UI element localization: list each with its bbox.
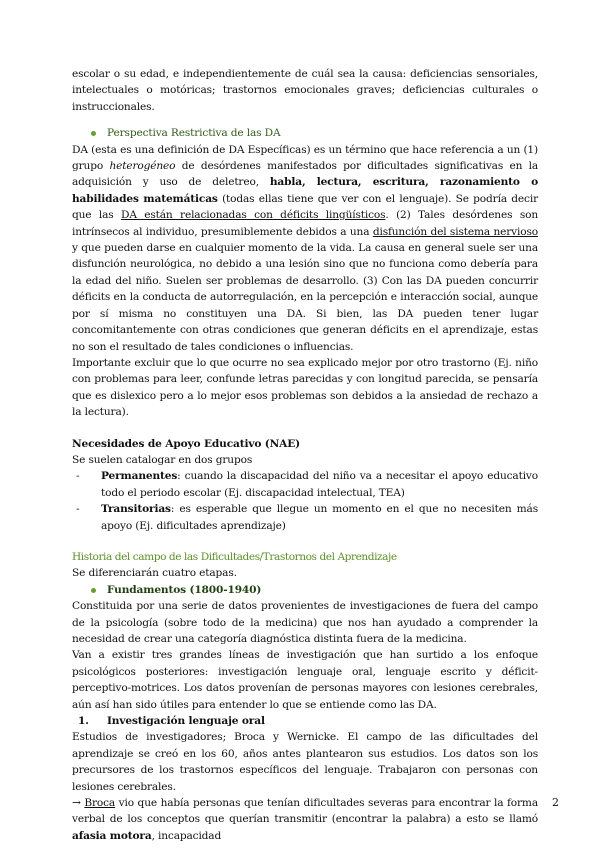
- paragraph-fundamentos-2: Van a existir tres grandes líneas de investigación que han surtido a los enfoque psicológicos posteriores: investigación lenguaje oral, lenguaje escrito y déficit-perceptivo-motrices. Los datos provenían de personas mayores con lesiones cerebrales, aún así han sido útiles para entender lo que se entiende como las DA.: [72, 649, 538, 711]
- list-item: - Transitorias: es esperable que llegue un momento en el que no necesiten más apoyo (Ej. dificultades aprendizaje): [76, 503, 538, 532]
- paragraph-nae-intro: Se suelen catalogar en dos grupos: [72, 453, 253, 466]
- list-item: - Permanentes: cuando la discapacidad del niño va a necesitar el apoyo educativo todo el periodo escolar (Ej. discapacidad intelectual, TEA): [76, 470, 538, 499]
- heading-lenguaje-oral: 1. Investigación lenguaje oral: [78, 715, 265, 728]
- paragraph-intro: escolar o su edad, e independientemente de cuál sea la causa: deficiencias sensoriales, intelectuales o motóricas; trastornos emocionales graves; deficiencias culturales o instruccionales.: [72, 68, 538, 113]
- heading-perspectiva-restrictiva: Perspectiva Restrictiva de las DA: [72, 125, 538, 141]
- heading-nae: Necesidades de Apoyo Educativo (NAE): [72, 437, 301, 450]
- section-title-historia: Historia del campo de las Dificultades/Trastornos del Aprendizaje: [72, 550, 397, 563]
- paragraph-da-definition: DA (esta es una definición de DA Específicas) es un término que hace referencia a un (1) grupo heterogéneo de desórdenes manifestados por dificultades significativas en la adquisición y uso de deletreo, habla, lectura, escritura, razonamiento o habilidades matemáticas (todas ellas tiene que ver con el lenguaje). Se podría decir que las DA están relacionadas con déficits lingüísticos. (2) Tales desórdenes son intrínsecos al individuo, presumiblemente debidos a una disfunción del sistema nervioso y que pueden darse en cualquier momento de la vida. La causa en general suele ser una disfunción neurológica, no debido a una lesión sino que no funciona como debería para la edad del niño. Suelen ser problemas de desarrollo. (3) Con las DA pueden concurrir déficits en la conducta de autorregulación, en la percepción e interacción social, aunque por sí misma no constituyen una DA. Si bien, las DA pueden tener lugar concomitantemente con otras condiciones que generan déficits en el aprendizaje, estas no son el resultado de tales condiciones o influencias.: [72, 143, 539, 353]
- paragraph-importante: Importante excluir que lo que ocurre no sea explicado mejor por otro trastorno (Ej. niño con problemas para leer, confunde letras parecidas y con longitud parecida, se pensaría que es dislexico pero a lo mejor esos problemas son debidos a la ansiedad de rechazo a la lectura).: [72, 356, 538, 419]
- heading-fundamentos: Fundamentos (1800-1940): [72, 582, 538, 598]
- paragraph-fundamentos-1: Constituida por una serie de datos provenientes de investigaciones de fuera del campo de la psicología (sobre todo de la medicina) que nos han ayudado a comprender la necesidad de crear una categoría diagnóstica distinta fuera de la medicina.: [72, 600, 538, 645]
- paragraph-lenguaje-oral-1: Estudios de investigadores; Broca y Wernicke. El campo de las dificultades del aprendizaje se creó en los 60, años antes plantearon sus estudios. Los datos son los precursores de los trastornos específicos del lenguaje. Trabajaron con personas con lesiones cerebrales.: [72, 731, 538, 793]
- nae-list: [72, 468, 538, 534]
- bullet-dot-icon: [91, 588, 96, 593]
- page-number: 2: [552, 796, 559, 809]
- paragraph-historia-intro: Se diferenciarán cuatro etapas.: [72, 567, 237, 580]
- document-page: [72, 66, 538, 844]
- paragraph-lenguaje-oral-2: → Broca vio que había personas que tenían dificultades severas para encontrar la forma verbal de los conceptos que querían transmitir (encontrar la palabra) a esto se llamó afasia motora, incapacidad: [72, 797, 538, 842]
